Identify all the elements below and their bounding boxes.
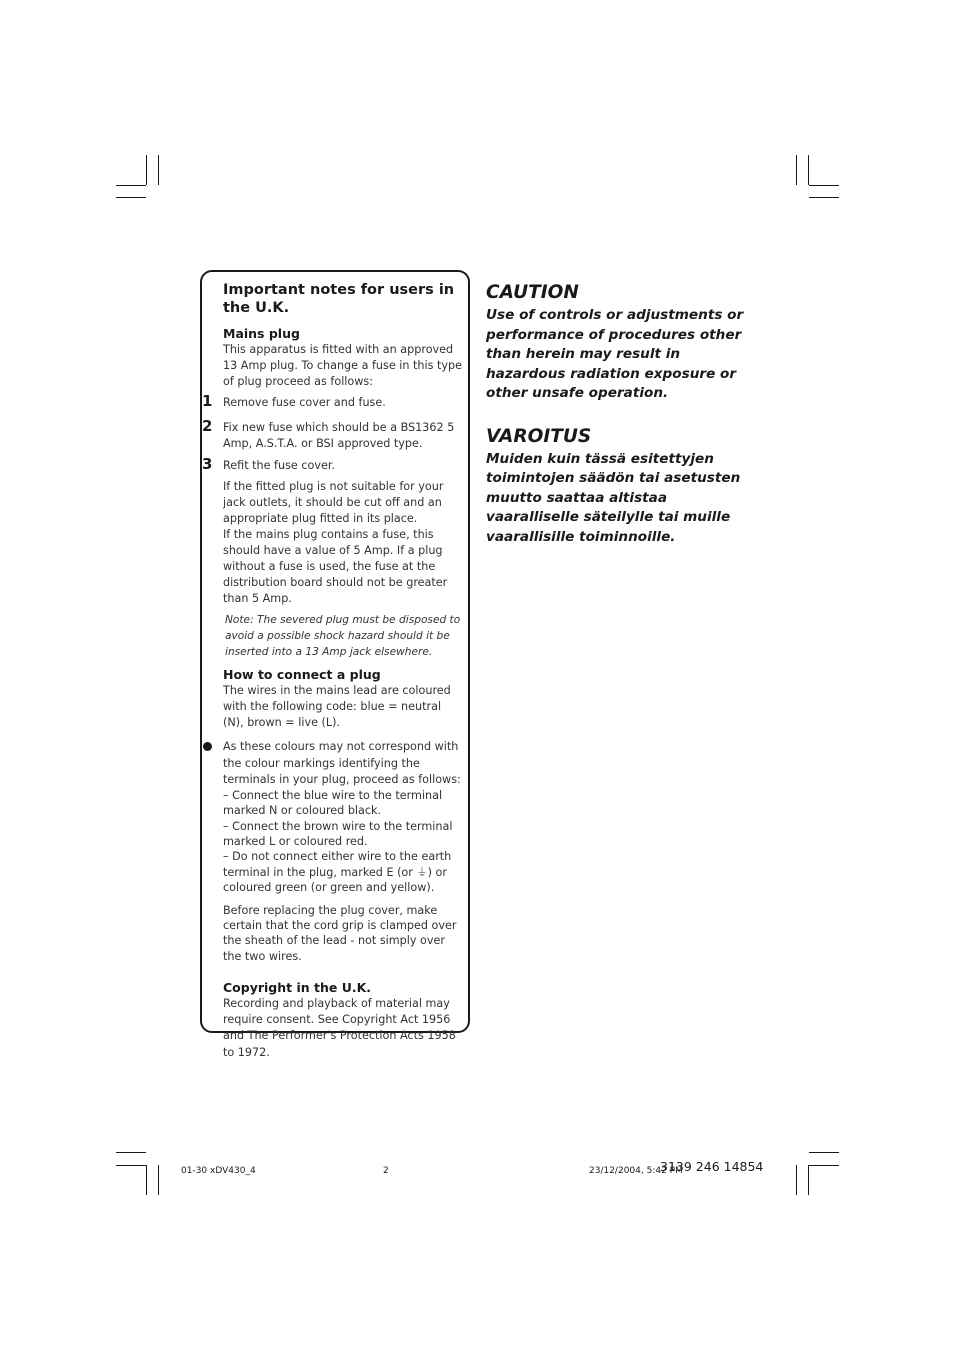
step-text: Fix new fuse which should be a BS1362 5 Amp, A.S.T.A. or BSI approved type. xyxy=(223,421,455,451)
footer-page-number: 2 xyxy=(383,1166,389,1176)
crop-mark xyxy=(809,185,839,186)
crop-mark xyxy=(116,1165,146,1166)
step-2 xyxy=(202,417,463,452)
crop-mark xyxy=(808,155,809,185)
crop-mark xyxy=(808,1165,809,1195)
varoitus-text: Muiden kuin tässä esitettyjen toimintojen säädön tai asetusten muutto saattaa altistaa vaaralliselle säteilylle tai muille vaarallisille toiminnoille. xyxy=(486,450,741,545)
crop-mark xyxy=(146,1165,147,1195)
uk-notes-content xyxy=(202,281,463,1061)
mains-plug-intro: This apparatus is fitted with an approved 13 Amp plug. To change a fuse in this type of plug proceed as follows: xyxy=(223,343,462,389)
footer-date: 23/12/2004, 5:42 PM xyxy=(589,1166,683,1176)
crop-mark xyxy=(116,197,146,198)
copyright-text: Recording and playback of material may require consent. See Copyright Act 1956 and The Performer's Protection Acts 1958 to 1972. xyxy=(223,997,456,1059)
fuse-value-paragraph: If the mains plug contains a fuse, this should have a value of 5 Amp. If a plug without a fuse is used, the fuse at the distribution board should not be greater than 5 Amp. xyxy=(223,527,448,606)
product-code: 3139 246 14854 xyxy=(660,1159,764,1174)
warning-column xyxy=(486,282,756,547)
bullet-text: As these colours may not correspond with the colour markings identifying the terminals in your plug, proceed as follows: xyxy=(223,740,461,786)
varoitus-title: VAROITUS xyxy=(486,425,592,447)
crop-mark xyxy=(158,155,159,185)
dash-item-blue: – Connect the blue wire to the terminal marked N or coloured black. xyxy=(223,788,443,818)
crop-mark xyxy=(116,1152,146,1153)
caution-text: Use of controls or adjustments or performance of procedures other than herein may result in hazardous radiation exposure or other unsafe operation. xyxy=(486,307,744,401)
crop-mark xyxy=(796,155,797,185)
step-text: Remove fuse cover and fuse. xyxy=(223,396,386,410)
mains-plug-heading: Mains plug xyxy=(223,326,300,341)
connect-plug-heading: How to connect a plug xyxy=(223,667,381,683)
step-text: Refit the fuse cover. xyxy=(223,458,335,472)
footer-file-name: 01-30 xDV430_4 xyxy=(181,1166,256,1176)
crop-mark xyxy=(116,185,146,186)
severed-plug-note: Note: The severed plug must be disposed to avoid a possible shock hazard should it be inserted into a 13 Amp jack elsewhere. xyxy=(225,614,461,658)
step-1 xyxy=(202,392,463,411)
crop-mark xyxy=(146,155,147,185)
crop-mark xyxy=(158,1165,159,1195)
dash-item-brown: – Connect the brown wire to the terminal marked L or coloured red. xyxy=(223,819,453,848)
crop-mark xyxy=(809,1152,839,1153)
step-3 xyxy=(202,454,463,474)
plug-cover-paragraph: Before replacing the plug cover, make certain that the cord grip is clamped over the sheath of the lead - not simply over the two wires. xyxy=(223,903,457,963)
copyright-heading: Copyright in the U.K. xyxy=(223,980,372,996)
step-number: 3 xyxy=(202,454,213,473)
crop-mark xyxy=(809,197,839,198)
unsuitable-plug-paragraph: If the fitted plug is not suitable for your jack outlets, it should be cut off and an appropriate plug fitted in its place. xyxy=(223,479,444,525)
uk-notes-title: Important notes for users in the U.K. xyxy=(223,282,455,316)
crop-mark xyxy=(809,1165,839,1166)
crop-mark xyxy=(796,1165,797,1195)
caution-title: CAUTION xyxy=(486,282,579,303)
step-number: 1 xyxy=(202,392,213,411)
dash-item-earth: – Do not connect either wire to the earth terminal in the plug, marked E (or ⏚) or coloured green (or green and yellow). xyxy=(223,850,452,895)
step-number: 2 xyxy=(202,417,213,436)
colour-bullet xyxy=(223,739,463,895)
wire-colour-code: The wires in the mains lead are coloured with the following code: blue = neutral (N), brown = live (L). xyxy=(223,684,451,730)
